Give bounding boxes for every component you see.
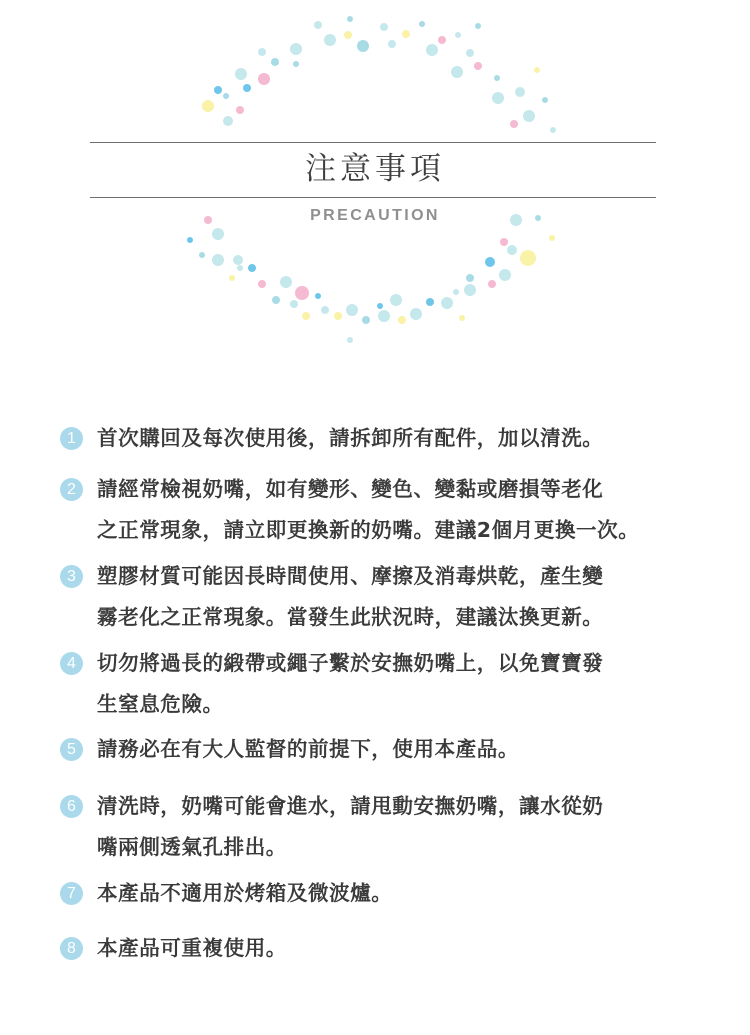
notice-text-line: 之正常現象，請立即更換新的奶嘴。建議2個月更換一次。 xyxy=(97,518,640,542)
confetti-dot xyxy=(290,43,302,55)
confetti-dot xyxy=(229,275,235,281)
confetti-dot xyxy=(223,93,229,99)
confetti-dot xyxy=(347,337,353,343)
confetti-dot xyxy=(248,264,256,272)
confetti-dot xyxy=(510,120,518,128)
confetti-dot xyxy=(451,66,463,78)
confetti-dot xyxy=(233,255,243,265)
confetti-dot xyxy=(202,100,214,112)
confetti-dot xyxy=(302,312,310,320)
confetti-dot xyxy=(378,310,390,322)
notice-text-line: 霧老化之正常現象。當發生此狀況時，建議汰換更新。 xyxy=(97,605,604,629)
notice-text-line: 嘴兩側透氣孔排出。 xyxy=(97,835,287,859)
confetti-dot xyxy=(243,84,251,92)
confetti-dot xyxy=(426,298,434,306)
confetti-dot xyxy=(466,274,474,282)
confetti-dot xyxy=(362,316,370,324)
confetti-dot xyxy=(398,316,406,324)
confetti-dot xyxy=(520,250,536,266)
confetti-dot xyxy=(455,32,461,38)
confetti-dot xyxy=(258,73,270,85)
number-badge: 4 xyxy=(60,652,83,675)
confetti-dot xyxy=(388,40,396,48)
confetti-dot xyxy=(474,62,482,70)
confetti-dot xyxy=(523,110,535,122)
confetti-dot xyxy=(324,34,336,46)
number-badge: 1 xyxy=(60,427,83,450)
title-top-rule xyxy=(90,142,656,143)
notice-text-line: 切勿將過長的緞帶或繩子繫於安撫奶嘴上，以免寶寶發 xyxy=(97,651,604,675)
confetti-dot xyxy=(492,92,504,104)
number-badge: 5 xyxy=(60,738,83,761)
confetti-dot xyxy=(237,265,243,271)
number-badge: 7 xyxy=(60,882,83,905)
notice-item-3 xyxy=(60,556,700,638)
confetti-dot xyxy=(426,44,438,56)
notice-item-7 xyxy=(60,873,700,914)
confetti-dot xyxy=(380,23,388,31)
confetti-dot xyxy=(488,280,496,288)
number-badge: 2 xyxy=(60,478,83,501)
page-title: 注意事項 xyxy=(305,151,445,187)
number-badge: 8 xyxy=(60,937,83,960)
confetti-dot xyxy=(212,228,224,240)
notice-text-line: 生窒息危險。 xyxy=(97,692,224,716)
notice-item-2 xyxy=(60,469,700,551)
confetti-dot xyxy=(453,289,459,295)
confetti-dot xyxy=(321,306,329,314)
confetti-dot xyxy=(377,303,383,309)
confetti-dot xyxy=(347,16,353,22)
confetti-dot xyxy=(534,67,540,73)
confetti-dot xyxy=(258,48,266,56)
confetti-dot xyxy=(314,21,322,29)
notice-item-8 xyxy=(60,928,700,969)
confetti-dot xyxy=(459,315,465,321)
number-badge: 6 xyxy=(60,795,83,818)
confetti-dot xyxy=(542,97,548,103)
confetti-dot xyxy=(258,280,266,288)
notice-text-line: 本產品可重複使用。 xyxy=(97,936,287,960)
confetti-dot xyxy=(464,284,476,296)
confetti-dot xyxy=(500,238,508,246)
title-bottom-rule xyxy=(90,197,656,198)
confetti-dot xyxy=(357,40,369,52)
notice-item-6 xyxy=(60,786,700,868)
confetti-dot xyxy=(346,304,358,316)
confetti-dot xyxy=(485,257,495,267)
confetti-dot xyxy=(214,86,222,94)
confetti-dot xyxy=(315,293,321,299)
notice-item-1 xyxy=(60,418,700,459)
confetti-dot xyxy=(466,49,474,57)
confetti-dot xyxy=(272,296,280,304)
confetti-dot xyxy=(236,106,244,114)
notice-item-5 xyxy=(60,729,700,770)
confetti-dot xyxy=(515,87,525,97)
confetti-dot xyxy=(441,297,453,309)
confetti-dot xyxy=(475,23,481,29)
confetti-dot xyxy=(499,269,511,281)
confetti-dot xyxy=(402,30,410,38)
confetti-dot xyxy=(280,276,292,288)
confetti-dot xyxy=(390,294,402,306)
confetti-dot xyxy=(187,237,193,243)
notice-text-line: 塑膠材質可能因長時間使用、摩擦及消毒烘乾，產生變 xyxy=(97,564,604,588)
confetti-dot xyxy=(507,245,517,255)
confetti-dot xyxy=(334,312,342,320)
confetti-dot xyxy=(344,31,352,39)
page-subtitle: PRECAUTION xyxy=(310,207,440,224)
confetti-dot xyxy=(293,61,299,67)
notice-item-4 xyxy=(60,643,700,725)
confetti-dot xyxy=(438,36,446,44)
confetti-dot xyxy=(494,75,500,81)
notice-text-line: 請經常檢視奶嘴，如有變形、變色、變黏或磨損等老化 xyxy=(97,477,604,501)
confetti-dot xyxy=(235,68,247,80)
number-badge: 3 xyxy=(60,565,83,588)
confetti-dot xyxy=(549,235,555,241)
notice-text-line: 本產品不適用於烤箱及微波爐。 xyxy=(97,881,393,905)
confetti-dot xyxy=(290,300,298,308)
notice-text-line: 清洗時，奶嘴可能會進水，請甩動安撫奶嘴，讓水從奶 xyxy=(97,794,604,818)
confetti-dot xyxy=(223,116,233,126)
confetti-dot xyxy=(419,21,425,27)
confetti-dot xyxy=(410,308,422,320)
confetti-dot xyxy=(271,58,279,66)
confetti-dot xyxy=(199,252,205,258)
confetti-dot xyxy=(295,286,309,300)
notice-text-line: 首次購回及每次使用後，請拆卸所有配件，加以清洗。 xyxy=(97,426,604,450)
confetti-dot xyxy=(212,254,224,266)
confetti-dot xyxy=(550,127,556,133)
notice-text-line: 請務必在有大人監督的前提下，使用本產品。 xyxy=(97,737,519,761)
